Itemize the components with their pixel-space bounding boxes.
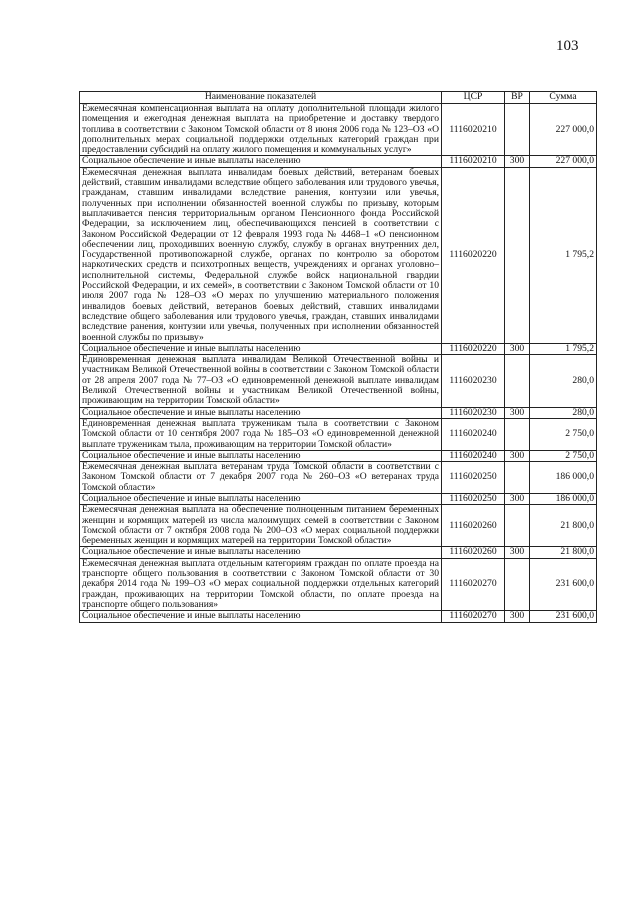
row-csr: 1116020240 [442, 418, 505, 450]
table-row [80, 343, 597, 354]
row-sum: 186 000,0 [530, 462, 597, 494]
row-sum: 1 795,2 [530, 343, 597, 354]
table-row [80, 407, 597, 418]
table-row [80, 611, 597, 622]
row-vr [505, 104, 530, 156]
row-name: Ежемесячная компенсационная выплата на оплату дополнительной площади жилого помещения и ежегодная денежная выплата на приобретение и доставку твердого топлива в соответствии с Законом Томской области от 8 июня 2006 года № 123–ОЗ «О дополнительных мерах социальной поддержки отдельных категорий граждан при предоставлении субсидий на оплату жилого помещения и коммунальных услуг» [80, 104, 442, 156]
row-name: Социальное обеспечение и иные выплаты населению [80, 343, 442, 354]
table-row [80, 418, 597, 450]
row-name: Ежемесячная денежная выплата инвалидам боевых действий, ветеранам боевых действий, ставшим инвалидами вследствие общего заболевания или трудового увечья, гражданам, ставшим инвалидами вследствие ранения, контузии или увечья, полученных при исполнении обязанностей военной службы по призыву, которым выплачивается пенсия территориальным органом Пенсионного фонда Российской Федерации, за исключением лиц, обеспечивающихся пенсией в соответствии с Законом Российской Федерации от 12 февраля 1993 года № 4468–1 «О пенсионном обеспечении лиц, проходивших военную службу, службу в органах внутренних дел, Государственной противопожарной службе, органах по контролю за оборотом наркотических средств и психотропных веществ, учреждениях и органах уголовно–исполнительной системы, Федеральной службе войск национальной гвардии Российской Федерации, и их семей», в соответствии с Законом Томской области от 10 июля 2007 года № 128–ОЗ «О мерах по улучшению материального положения инвалидов боевых действий, ветеранов боевых действий, ставших инвалидами вследствие общего заболевания или трудового увечья, граждан, ставших инвалидами вследствие ранения, контузии или увечья, полученных при исполнении обязанностей военной службы по призыву» [80, 167, 442, 343]
row-csr: 1116020250 [442, 493, 505, 504]
row-name: Социальное обеспечение и иные выплаты населению [80, 450, 442, 461]
row-csr: 1116020270 [442, 611, 505, 622]
row-vr: 300 [505, 407, 530, 418]
table-row [80, 493, 597, 504]
row-vr [505, 462, 530, 494]
table-row [80, 462, 597, 494]
row-name: Единовременная денежная выплата труженикам тыла в соответствии с Законом Томской области от 10 сентября 2007 года № 185–ОЗ «О единовременной денежной выплате труженикам тыла, проживающим на территории Томской области» [80, 418, 442, 450]
budget-table [79, 91, 597, 623]
row-csr: 1116020260 [442, 547, 505, 558]
row-vr: 300 [505, 450, 530, 461]
row-name: Социальное обеспечение и иные выплаты населению [80, 407, 442, 418]
row-vr: 300 [505, 493, 530, 504]
table-row [80, 558, 597, 610]
row-csr: 1116020260 [442, 505, 505, 547]
header-sum: Сумма [530, 92, 597, 104]
row-sum: 227 000,0 [530, 156, 597, 167]
row-vr [505, 418, 530, 450]
row-vr: 300 [505, 547, 530, 558]
table-row [80, 547, 597, 558]
row-sum: 21 800,0 [530, 505, 597, 547]
row-name: Ежемесячная денежная выплата ветеранам труда Томской области в соответствии с Законом Томской области от 7 декабря 2007 года № 260–ОЗ «О ветеранах труда Томской области» [80, 462, 442, 494]
row-sum: 186 000,0 [530, 493, 597, 504]
table-row [80, 156, 597, 167]
table-row [80, 104, 597, 156]
header-vr: ВР [505, 92, 530, 104]
row-sum: 280,0 [530, 407, 597, 418]
row-csr: 1116020220 [442, 343, 505, 354]
row-sum: 227 000,0 [530, 104, 597, 156]
row-csr: 1116020250 [442, 462, 505, 494]
row-name: Социальное обеспечение и иные выплаты населению [80, 493, 442, 504]
table-row [80, 450, 597, 461]
row-vr: 300 [505, 156, 530, 167]
row-csr: 1116020210 [442, 104, 505, 156]
row-sum: 231 600,0 [530, 558, 597, 610]
page-number: 103 [556, 38, 579, 54]
row-name: Ежемесячная денежная выплата отдельным категориям граждан по оплате проезда на транспорте общего пользования в соответствии с Законом Томской области от 30 декабря 2014 года № 199–ОЗ «О мерах социальной поддержки отдельных категорий граждан, проживающих на территории Томской области, по оплате проезда на транспорте общего пользования» [80, 558, 442, 610]
row-sum: 2 750,0 [530, 418, 597, 450]
row-csr: 1116020270 [442, 558, 505, 610]
table-header-row [80, 92, 597, 104]
header-name: Наименование показателей [80, 92, 442, 104]
row-vr [505, 505, 530, 547]
row-sum: 2 750,0 [530, 450, 597, 461]
row-name: Социальное обеспечение и иные выплаты населению [80, 611, 442, 622]
row-csr: 1116020220 [442, 167, 505, 343]
row-sum: 280,0 [530, 355, 597, 407]
table-row [80, 505, 597, 547]
row-csr: 1116020230 [442, 407, 505, 418]
row-sum: 231 600,0 [530, 611, 597, 622]
row-vr [505, 167, 530, 343]
table-row [80, 355, 597, 407]
row-vr [505, 558, 530, 610]
row-csr: 1116020240 [442, 450, 505, 461]
row-vr: 300 [505, 343, 530, 354]
row-name: Социальное обеспечение и иные выплаты населению [80, 547, 442, 558]
row-sum: 1 795,2 [530, 167, 597, 343]
row-vr [505, 355, 530, 407]
row-name: Единовременная денежная выплата инвалидам Великой Отечественной войны и участникам Великой Отечественной войны в соответствии с Законом Томской области от 28 апреля 2007 года № 77–ОЗ «О единовременной денежной выплате инвалидам Великой Отечественной войны и участникам Великой Отечественной войны, проживающим на территории Томской области» [80, 355, 442, 407]
row-name: Социальное обеспечение и иные выплаты населению [80, 156, 442, 167]
row-csr: 1116020210 [442, 156, 505, 167]
row-vr: 300 [505, 611, 530, 622]
header-csr: ЦСР [442, 92, 505, 104]
row-sum: 21 800,0 [530, 547, 597, 558]
row-name: Ежемесячная денежная выплата на обеспечение полноценным питанием беременных женщин и кормящих матерей из числа малоимущих семей в соответствии с Законом Томской области от 7 октября 2008 года № 200–ОЗ «О мерах социальной поддержки беременных женщин и кормящих матерей на территории Томской области» [80, 505, 442, 547]
row-csr: 1116020230 [442, 355, 505, 407]
table-row [80, 167, 597, 343]
